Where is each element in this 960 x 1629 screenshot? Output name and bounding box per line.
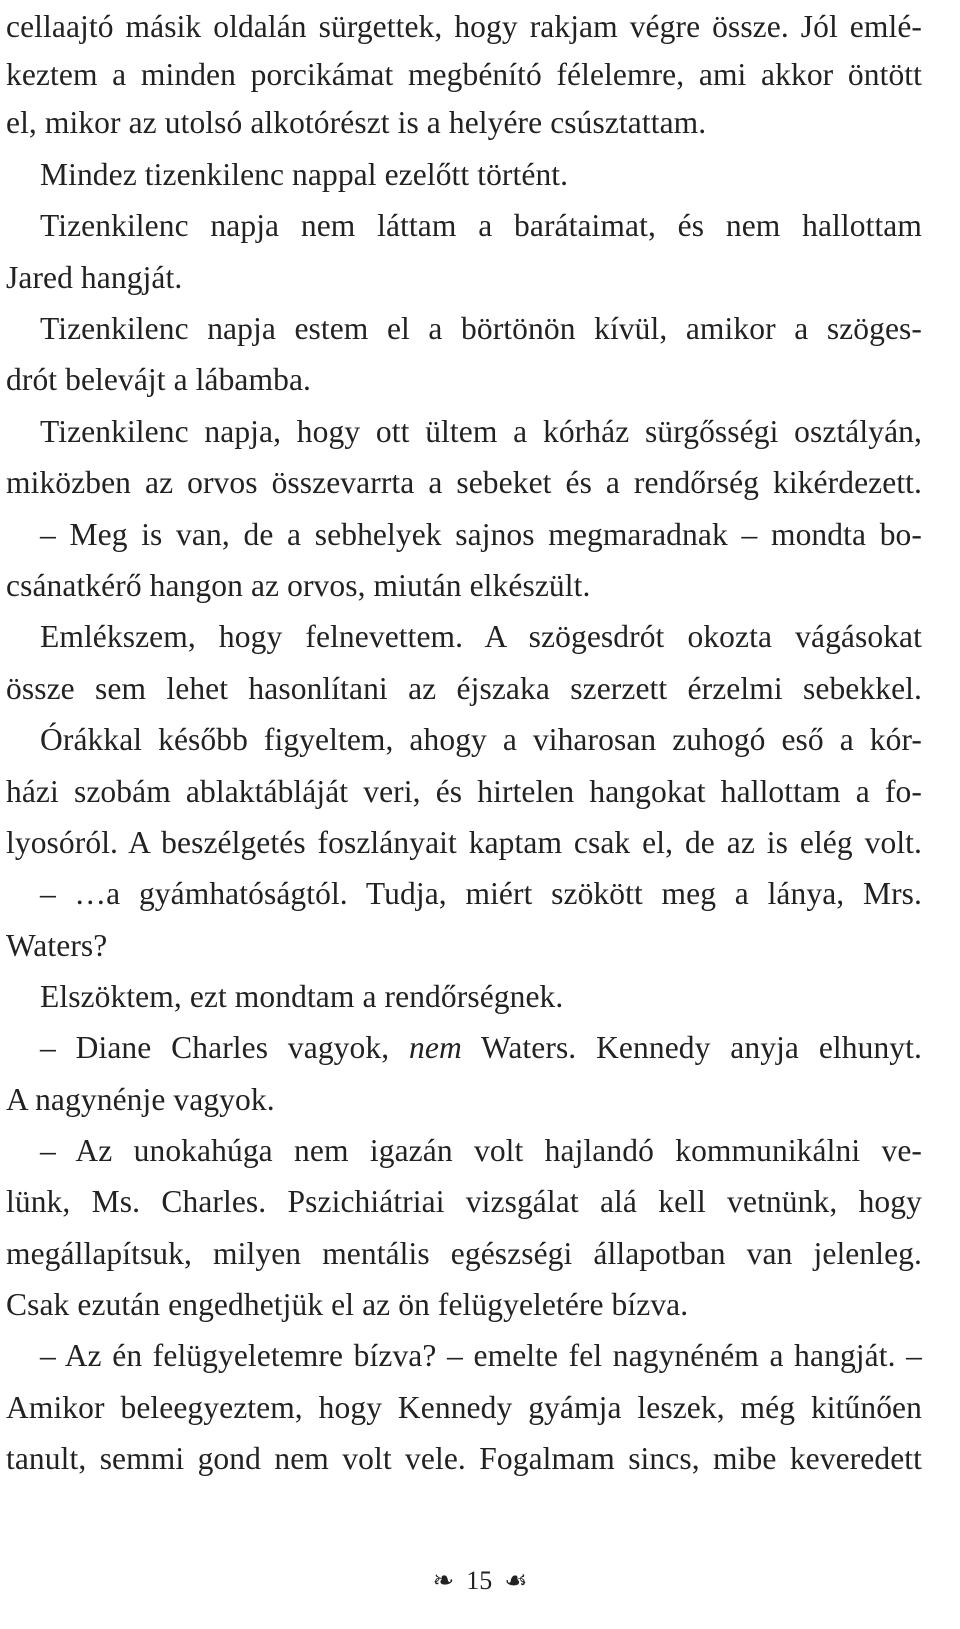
emphasis-text: nem bbox=[409, 1030, 462, 1065]
text-line: Emlékszem, hogy felnevettem. A szögesdrót okozta vágásokat bbox=[40, 619, 922, 654]
text-line: drót belevájt a lábamba. bbox=[6, 362, 312, 397]
text-segment: Waters. Kennedy anyja elhunyt. bbox=[461, 1030, 922, 1065]
text-line: Mindez tizenkilenc nappal ezelőtt történt. bbox=[40, 157, 569, 192]
text-line: miközben az orvos összevarrta a sebeket és a rendőrség kikérdezett. bbox=[6, 465, 922, 500]
page-footer bbox=[0, 1558, 960, 1604]
text-line: össze sem lehet hasonlítani az éjszaka szerzett érzelmi sebekkel. bbox=[6, 671, 922, 706]
text-line: – Az én felügyeletemre bízva? – emelte fel nagynéném a hangját. – bbox=[40, 1338, 922, 1373]
text-line: keztem a minden porcikámat megbénító félelemre, ami akkor öntött bbox=[6, 57, 922, 92]
text-line: tanult, semmi gond nem volt vele. Fogalmam sincs, mibe keveredett bbox=[6, 1441, 922, 1476]
text-line: A nagynénje vagyok. bbox=[6, 1082, 275, 1117]
text-line: Jared hangját. bbox=[6, 260, 183, 295]
text-line: Elszöktem, ezt mondtam a rendőrségnek. bbox=[40, 979, 564, 1014]
ornament-left-icon: ❧ bbox=[432, 1566, 455, 1595]
text-line: lyosóról. A beszélgetés foszlányait kaptam csak el, de az is elég volt. bbox=[6, 825, 922, 860]
text-line: Órákkal később figyeltem, ahogy a viharosan zuhogó eső a kór- bbox=[40, 722, 922, 757]
text-line: – …a gyámhatóságtól. Tudja, miért szökött meg a lánya, Mrs. bbox=[40, 876, 922, 911]
text-line: Tizenkilenc napja nem láttam a barátaimat, és nem hallottam bbox=[40, 208, 922, 243]
text-line: el, mikor az utolsó alkotórészt is a helyére csúsztattam. bbox=[6, 105, 707, 140]
text-line: Tizenkilenc napja estem el a börtönön kívül, amikor a szöges- bbox=[40, 311, 922, 346]
text-line: csánatkérő hangon az orvos, miután elkészült. bbox=[6, 568, 591, 603]
text-segment: – Diane Charles vagyok, bbox=[40, 1030, 410, 1065]
text-line: Csak ezután engedhetjük el az ön felügyeletére bízva. bbox=[6, 1287, 689, 1322]
text-line: – Meg is van, de a sebhelyek sajnos megmaradnak – mondta bo- bbox=[40, 517, 922, 552]
text-line bbox=[6, 1021, 922, 1075]
text-line: házi szobám ablaktábláját veri, és hirtelen hangokat hallottam a fo- bbox=[6, 774, 922, 809]
text-line: cellaajtó másik oldalán sürgettek, hogy rakjam végre össze. Jól emlé- bbox=[6, 9, 922, 44]
ornament-right-icon: ☙ bbox=[504, 1566, 528, 1595]
text-line: lünk, Ms. Charles. Pszichiátriai vizsgálat alá kell vetnünk, hogy bbox=[6, 1184, 922, 1219]
text-line: Amikor beleegyeztem, hogy Kennedy gyámja leszek, még kitűnően bbox=[6, 1390, 922, 1425]
text-line: Waters? bbox=[6, 928, 108, 963]
text-line: – Az unokahúga nem igazán volt hajlandó kommunikálni ve- bbox=[40, 1133, 922, 1168]
text-line: megállapítsuk, milyen mentális egészségi állapotban van jelenleg. bbox=[6, 1236, 922, 1271]
page-number: 15 bbox=[466, 1566, 493, 1595]
text-line: Tizenkilenc napja, hogy ott ültem a kórház sürgősségi osztályán, bbox=[40, 414, 922, 449]
